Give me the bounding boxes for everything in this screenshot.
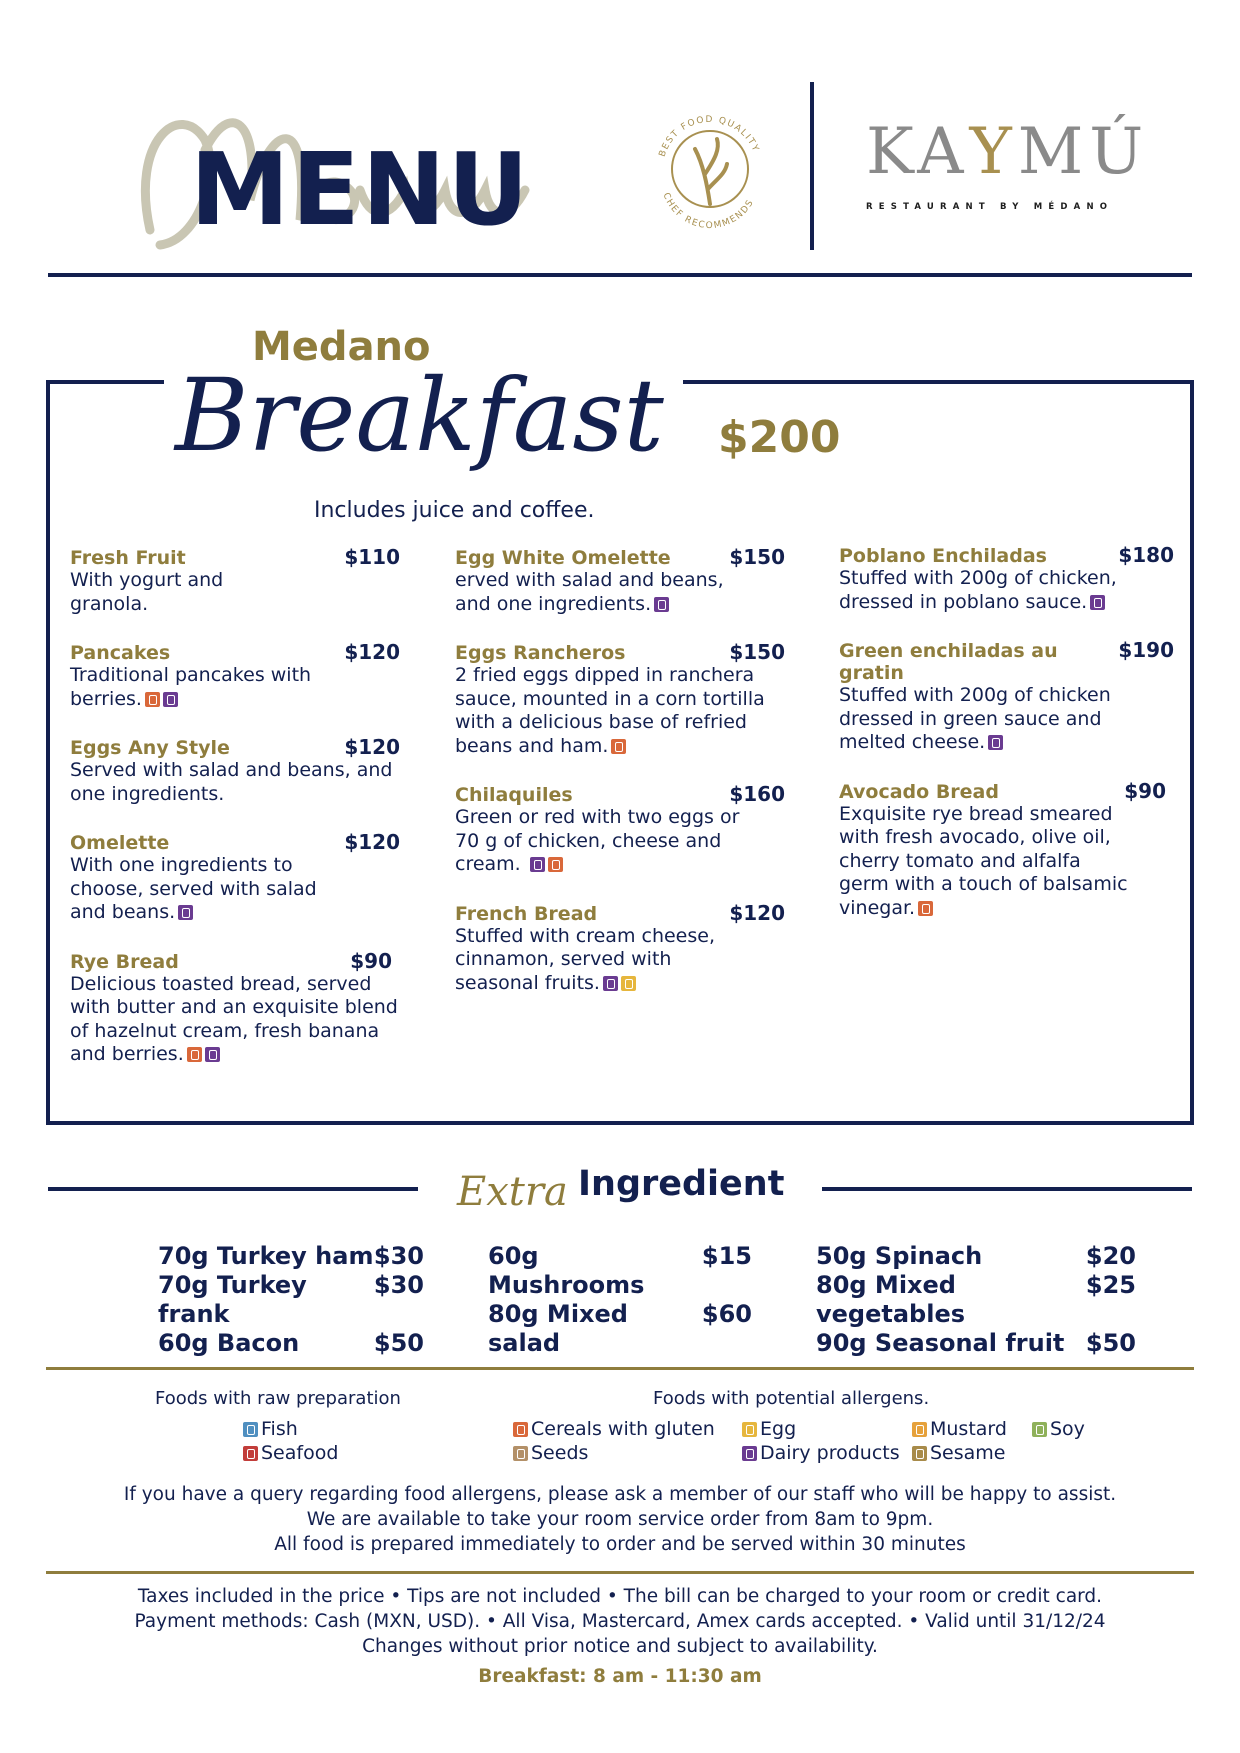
item-name: Eggs Rancheros: [455, 642, 626, 664]
legend-label: Sesame: [930, 1442, 1006, 1464]
item-description: erved with salad and beans, and one ingredients.: [455, 569, 724, 615]
extra-price: $20: [1085, 1242, 1136, 1270]
legend-label: Seafood: [261, 1442, 339, 1464]
legend-mustard: [912, 1418, 1007, 1440]
item-price: $120: [344, 735, 400, 759]
allergens-heading: Foods with potential allergens.: [653, 1388, 930, 1409]
extra-column-2: [488, 1242, 752, 1358]
gluten-icon: [548, 857, 563, 872]
dairy-icon: [742, 1446, 757, 1461]
extra-row: [488, 1300, 752, 1358]
menu-item: [70, 640, 400, 711]
item-name: Green enchiladas au gratin: [839, 640, 1058, 684]
item-price: $90: [350, 948, 392, 973]
extra-name: 90g Seasonal fruit: [816, 1329, 1065, 1357]
fish-icon: [243, 1422, 258, 1437]
header-rule: [48, 273, 1192, 277]
menu-item: [839, 543, 1174, 614]
legend-label: Seeds: [531, 1442, 589, 1464]
footer-line: Changes without prior notice and subject to availability.: [362, 1636, 878, 1657]
menu-item: [70, 735, 400, 806]
seeds-icon: [513, 1446, 528, 1461]
extra-column-3: [816, 1242, 1136, 1358]
header-divider: [810, 82, 814, 250]
extra-row: [816, 1242, 1136, 1271]
extra-price: $30: [373, 1242, 424, 1270]
extra-row: [816, 1329, 1136, 1358]
dairy-icon: [654, 597, 669, 612]
item-name: Fresh Fruit: [70, 547, 186, 569]
item-price: $190: [1118, 638, 1174, 662]
item-name: Egg White Omelette: [455, 547, 671, 569]
menu-title: MENU: [190, 131, 531, 248]
item-description: Exquisite rye bread smeared with fresh avocado, olive oil, cherry tomato and alfalfa germ with a touch of balsamic vinegar.: [839, 802, 1128, 919]
item-description: Stuffed with 200g of chicken dressed in green sauce and melted cheese.: [839, 684, 1111, 753]
extra-price: $60: [701, 1300, 752, 1328]
dairy-icon: [205, 1047, 220, 1062]
egg-icon: [742, 1422, 757, 1437]
gluten-icon: [918, 901, 933, 916]
menu-item: [70, 545, 400, 616]
item-price: $110: [344, 545, 400, 569]
legend-label: Cereals with gluten: [531, 1418, 715, 1440]
item-description: With yogurt and granola.: [70, 569, 224, 615]
svg-text:CHEF RECOMMENDS: CHEF RECOMMENDS: [660, 191, 757, 231]
raw-preparation-heading: Foods with raw preparation: [155, 1388, 401, 1409]
legend-seafood: [243, 1442, 338, 1464]
extra-name: 70g Turkey ham: [158, 1242, 374, 1270]
extra-name: 80g Mixed vegetables: [816, 1271, 966, 1328]
item-description: Delicious toasted bread, served with butter and an exquisite blend of hazelnut cream, fresh banana and berries.: [70, 972, 398, 1065]
extra-price: $50: [373, 1329, 424, 1357]
chef-recommends-seal: [645, 104, 775, 234]
breakfast-script-title: [165, 340, 685, 510]
sesame-icon: [912, 1446, 927, 1461]
breakfast-hours: Breakfast: 8 am - 11:30 am: [478, 1666, 762, 1687]
legend-seeds: [513, 1442, 588, 1464]
dairy-icon: [988, 735, 1003, 750]
extra-price: $50: [1085, 1329, 1136, 1357]
extra-row: [158, 1242, 424, 1271]
menu-item: [455, 545, 785, 616]
menu-item: [70, 949, 400, 1067]
item-name: Chilaquiles: [455, 784, 573, 806]
breakfast-label: Medano: [252, 324, 431, 370]
gluten-icon: [145, 692, 160, 707]
legend-label: Dairy products: [760, 1442, 900, 1464]
svg-text:BEST FOOD QUALITY: BEST FOOD QUALITY: [657, 114, 761, 159]
extra-name: 80g Mixed salad: [488, 1300, 628, 1357]
extra-rule-left: [48, 1187, 418, 1191]
item-description: Stuffed with cream cheese, cinnamon, served with seasonal fruits.: [455, 924, 715, 994]
dairy-icon: [178, 905, 193, 920]
item-description: Stuffed with 200g of chicken, dressed in poblano sauce.: [839, 567, 1117, 613]
gluten-icon: [513, 1422, 528, 1437]
extra-column-1: [158, 1242, 424, 1358]
svg-text:Menu: Menu: [130, 254, 165, 268]
soy-icon: [1032, 1422, 1047, 1437]
menu-item: [70, 830, 400, 925]
note-line: If you have a query regarding food allergens, please ask a member of our staff who will be happy to assist.: [123, 1484, 1117, 1505]
legend-label: Mustard: [930, 1418, 1007, 1440]
item-price: $120: [344, 830, 400, 854]
frame-top-left: [46, 380, 164, 384]
extra-rule-right: [822, 1187, 1192, 1191]
item-description: Served with salad and beans, and one ingredients.: [70, 759, 393, 805]
item-price: $90: [1124, 778, 1166, 803]
breakfast-column-3: [839, 543, 1174, 944]
extra-script-word: [455, 1160, 570, 1220]
dairy-icon: [603, 976, 618, 991]
gluten-icon: [611, 739, 626, 754]
frame-top-right: [683, 380, 1194, 384]
gluten-icon: [187, 1047, 202, 1062]
breakfast-price: $200: [718, 412, 841, 463]
allergen-notes: [0, 1482, 1240, 1557]
legend-egg: [742, 1418, 796, 1440]
item-price: $160: [729, 782, 785, 806]
legend-label: Soy: [1050, 1418, 1085, 1440]
item-name: Poblano Enchiladas: [839, 545, 1047, 567]
brand-name-mid: Y: [969, 115, 1018, 189]
item-price: $150: [729, 640, 785, 664]
legend-soy: [1032, 1418, 1085, 1440]
extra-price: $15: [701, 1242, 752, 1270]
egg-icon: [621, 976, 636, 991]
breakfast-column-1: [70, 545, 400, 1091]
footer-line: Payment methods: Cash (MXN, USD). • All Visa, Mastercard, Amex cards accepted. • Valid until 31/12/24: [134, 1611, 1106, 1632]
extra-row: [158, 1271, 424, 1329]
extra-name: 70g Turkey frank: [158, 1271, 307, 1328]
brand-name-right: MÚ: [1017, 115, 1150, 189]
footer-rule: [46, 1571, 1194, 1574]
extra-row: [488, 1242, 752, 1300]
brand-name-left: KA: [866, 115, 970, 189]
item-name: Omelette: [70, 832, 170, 854]
legend-label: Egg: [760, 1418, 797, 1440]
extra-price: $25: [1085, 1271, 1136, 1299]
extra-row: [816, 1271, 1136, 1329]
item-name: Avocado Bread: [839, 780, 999, 803]
legend-label: Fish: [261, 1418, 298, 1440]
mustard-icon: [912, 1422, 927, 1437]
extra-name: 60g Mushrooms: [488, 1242, 645, 1299]
note-line: All food is prepared immediately to order and be served within 30 minutes: [274, 1534, 966, 1555]
footer-line: Taxes included in the price • Tips are not included • The bill can be charged to your room or credit card.: [137, 1586, 1103, 1607]
menu-item: [455, 782, 785, 877]
item-price: $180: [1118, 543, 1174, 567]
item-name: Pancakes: [70, 642, 171, 664]
legend-dairy: [742, 1442, 900, 1464]
extra-row: [158, 1329, 424, 1358]
item-price: $150: [729, 545, 785, 569]
item-price: $120: [344, 640, 400, 664]
footer-terms: [0, 1584, 1240, 1659]
extra-price: $30: [373, 1271, 424, 1299]
seafood-icon: [243, 1446, 258, 1461]
item-name: French Bread: [455, 902, 598, 925]
item-price: $120: [729, 900, 785, 925]
brand-logo: [866, 115, 1166, 212]
item-name: Eggs Any Style: [70, 737, 230, 759]
svg-text:Breakfast: Breakfast: [175, 357, 664, 474]
menu-item: [455, 640, 785, 758]
dairy-icon: [163, 692, 178, 707]
dairy-icon: [530, 857, 545, 872]
extra-name: 50g Spinach: [816, 1242, 983, 1270]
legend-rule-top: [46, 1367, 1194, 1370]
legend-fish: [243, 1418, 298, 1440]
extra-title: Ingredient: [578, 1164, 785, 1204]
item-description: Green or red with two eggs or 70 g of chicken, cheese and cream.: [455, 806, 740, 875]
extra-name: 60g Bacon: [158, 1329, 300, 1357]
svg-text:Extra: Extra: [457, 1169, 568, 1215]
menu-item: [455, 901, 785, 996]
legend-gluten: [513, 1418, 715, 1440]
dairy-icon: [1090, 595, 1105, 610]
legend-sesame: [912, 1442, 1006, 1464]
menu-item: [839, 779, 1174, 921]
item-name: Rye Bread: [70, 950, 179, 973]
brand-subtitle: RESTAURANT BY MÉDANO: [866, 202, 1114, 212]
breakfast-column-2: [455, 545, 785, 1019]
note-line: We are available to take your room service order from 8am to 9pm.: [306, 1509, 934, 1530]
item-description: 2 fried eggs dipped in ranchera sauce, mounted in a corn tortilla with a delicious base of refried beans and ham.: [455, 664, 765, 757]
item-description: With one ingredients to choose, served with salad and beans.: [70, 854, 317, 923]
item-description: Traditional pancakes with berries.: [70, 664, 312, 710]
menu-item: [839, 638, 1174, 755]
breakfast-includes: Includes juice and coffee.: [314, 498, 595, 523]
brand-name: [866, 115, 1166, 189]
